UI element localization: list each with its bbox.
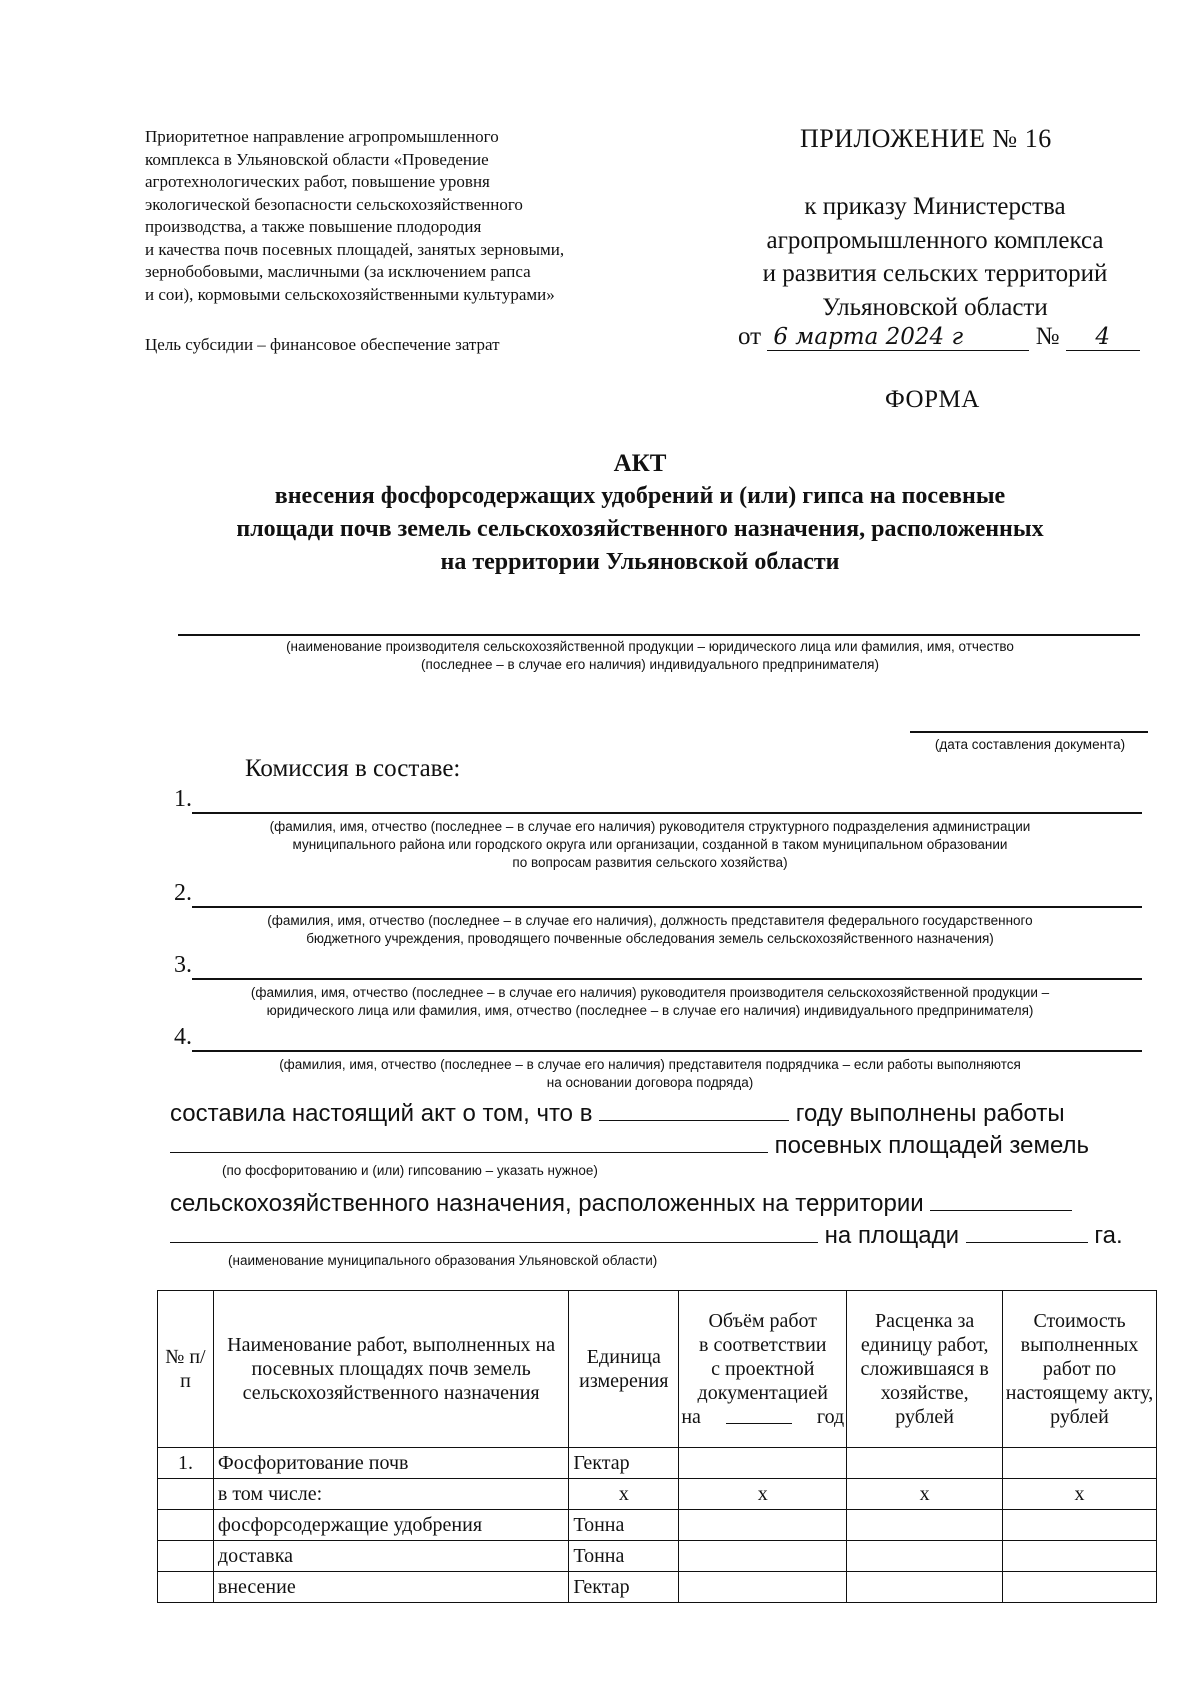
producer-hint-line: (последнее – в случае его наличия) индивидуального предпринимателя): [421, 657, 879, 672]
member-hint-line: муниципального района или городского округа или организации, созданной в таком муниципальном образовании: [292, 837, 1008, 852]
statement-text: на площади: [824, 1222, 960, 1249]
priority-line: производства, а также повышение плодородия: [145, 217, 482, 236]
priority-line: и качества почв посевных площадей, занятых зерновыми,: [145, 239, 565, 259]
table-header-row: [158, 1291, 1157, 1448]
order-number-label: №: [1035, 323, 1060, 350]
order-line: агропромышленного комплекса: [766, 226, 1104, 254]
member-hint-line: бюджетного учреждения, проводящего почвенные обследования земель сельскохозяйственного назначения): [306, 931, 994, 946]
order-date: [738, 323, 1140, 351]
cell-rate[interactable]: [847, 1448, 1003, 1479]
header-volume-line: в соответствии: [699, 1334, 827, 1356]
producer-hint: [150, 638, 1150, 674]
header-num: № п/п: [158, 1291, 214, 1448]
priority-line: Приоритетное направление агропромышленного: [145, 127, 499, 146]
table-row: [158, 1541, 1157, 1572]
member-hint-line: (фамилия, имя, отчество (последнее – в случае его наличия) руководителя структурного подразделения администрации: [269, 819, 1031, 834]
member-hint-line: (фамилия, имя, отчество (последнее – в случае его наличия), должность представителя федерального государственного: [267, 913, 1033, 928]
order-reference: [715, 190, 1155, 324]
cell-name: внесение: [213, 1572, 568, 1603]
statement-text: посевных площадей земель: [774, 1132, 1090, 1159]
act-subtitle-line: площади почв земель сельскохозяйственного назначения, расположенных: [236, 516, 1044, 542]
cell-unit: Гектар: [569, 1572, 679, 1603]
table-row: [158, 1510, 1157, 1541]
order-line: и развития сельских территорий: [762, 260, 1108, 287]
area-unit: га.: [1094, 1222, 1123, 1249]
priority-line: зернобобовыми, масличными (за исключением рапса: [145, 262, 531, 281]
cell-unit: Тонна: [569, 1541, 679, 1572]
cell-name: в том числе:: [213, 1479, 568, 1510]
header-unit: Единица измерения: [569, 1291, 679, 1448]
member-2-blank-line[interactable]: [192, 906, 1142, 908]
cell-volume: х: [679, 1479, 847, 1510]
cell-num: 1.: [158, 1448, 214, 1479]
header-volume-line: Объём работ: [708, 1310, 818, 1332]
member-hint-line: (фамилия, имя, отчество (последнее – в случае его наличия) представителя подрядчика – если работы выполняются: [279, 1057, 1021, 1072]
appendix-title: ПРИЛОЖЕНИЕ № 16: [800, 124, 1052, 153]
priority-line: агротехнологических работ, повышение уровня: [145, 172, 490, 191]
area-blank[interactable]: [966, 1220, 1088, 1243]
date-blank-line[interactable]: [910, 731, 1148, 733]
member-hint-line: (фамилия, имя, отчество (последнее – в случае его наличия) руководителя производителя сельскохозяйственной продукции –: [250, 985, 1050, 1000]
header-volume-line: с проектной: [711, 1358, 815, 1380]
cell-volume[interactable]: [679, 1510, 847, 1541]
header-cost: Стоимость выполненных работ по настоящему акту, рублей: [1003, 1291, 1157, 1448]
cell-cost[interactable]: [1003, 1572, 1157, 1603]
handwritten-date: 6 марта 2024 г: [767, 324, 1029, 351]
statement-line-4: [170, 1220, 1123, 1250]
cell-rate: х: [847, 1479, 1003, 1510]
form-label: ФОРМА: [885, 386, 980, 413]
act-subtitle-line: на территории Ульяновской области: [440, 549, 840, 575]
cell-num: [158, 1510, 214, 1541]
volume-na-label: на: [681, 1406, 701, 1428]
cell-cost: х: [1003, 1479, 1157, 1510]
document-title: [150, 447, 1130, 579]
territory-blank[interactable]: [930, 1188, 1072, 1211]
member-hint-line: юридического лица или фамилия, имя, отчество (последнее – в случае его наличия) индивидуального предпринимателя): [266, 1003, 1034, 1018]
act-subtitle-line: внесения фосфорсодержащих удобрений и (или) гипса на посевные: [274, 483, 1006, 509]
cell-rate[interactable]: [847, 1510, 1003, 1541]
order-line: Ульяновской области: [822, 293, 1048, 321]
cell-rate[interactable]: [847, 1572, 1003, 1603]
member-hint-line: на основании договора подряда): [546, 1075, 754, 1090]
cell-volume[interactable]: [679, 1572, 847, 1603]
year-blank[interactable]: [599, 1098, 789, 1121]
header-volume: [679, 1291, 847, 1448]
works-table: [157, 1290, 1157, 1603]
member-number: 4.: [174, 1024, 192, 1050]
cell-volume[interactable]: [679, 1541, 847, 1572]
table-row: [158, 1572, 1157, 1603]
cell-unit: Тонна: [569, 1510, 679, 1541]
table-row: [158, 1448, 1157, 1479]
cell-num: [158, 1479, 214, 1510]
table-row: [158, 1479, 1157, 1510]
cell-volume[interactable]: [679, 1448, 847, 1479]
cell-name: Фосфоритование почв: [213, 1448, 568, 1479]
cell-name: доставка: [213, 1541, 568, 1572]
member-number: 1.: [174, 786, 192, 812]
header-name: Наименование работ, выполненных на посевных площадях почв земель сельскохозяйственного назначения: [213, 1291, 568, 1448]
volume-year-blank[interactable]: [726, 1405, 792, 1424]
header-volume-year: [681, 1405, 844, 1429]
header-volume-line: документацией: [697, 1382, 828, 1404]
member-4-hint: [150, 1056, 1150, 1092]
producer-hint-line: (наименование производителя сельскохозяйственной продукции – юридического лица или фамилия, имя, отчество: [286, 639, 1014, 654]
order-date-prefix: от: [738, 323, 762, 350]
producer-blank-line[interactable]: [178, 634, 1140, 636]
priority-direction: [145, 126, 665, 306]
member-1-blank-line[interactable]: [192, 812, 1142, 814]
statement-text: сельскохозяйственного назначения, расположенных на территории: [170, 1190, 924, 1217]
statement-line-1: [170, 1098, 1065, 1128]
cell-name: фосфорсодержащие удобрения: [213, 1510, 568, 1541]
cell-cost[interactable]: [1003, 1448, 1157, 1479]
priority-line: комплекса в Ульяновской области «Проведение: [145, 149, 489, 169]
statement-text: составила настоящий акт о том, что в: [170, 1100, 593, 1127]
cell-unit: х: [569, 1479, 679, 1510]
work-type-blank[interactable]: [170, 1130, 768, 1153]
municipality-hint: (наименование муниципального образования Ульяновской области): [228, 1253, 658, 1268]
cell-cost[interactable]: [1003, 1510, 1157, 1541]
member-2-hint: [150, 912, 1150, 948]
member-number: 3.: [174, 952, 192, 978]
member-hint-line: по вопросам развития сельского хозяйства): [512, 855, 788, 870]
priority-line: экологической безопасности сельскохозяйственного: [145, 194, 523, 214]
member-1-hint: [150, 818, 1150, 872]
work-type-hint: (по фосфоритованию и (или) гипсованию – указать нужное): [222, 1163, 598, 1178]
order-line: к приказу Министерства: [804, 193, 1066, 220]
cell-num: [158, 1572, 214, 1603]
priority-line: и сои), кормовыми сельскохозяйственными культурами»: [145, 284, 555, 304]
statement-text: году выполнены работы: [795, 1100, 1065, 1127]
member-4-blank-line[interactable]: [192, 1050, 1142, 1052]
cell-unit: Гектар: [569, 1448, 679, 1479]
member-number: 2.: [174, 880, 192, 906]
cell-rate[interactable]: [847, 1541, 1003, 1572]
subsidy-purpose: Цель субсидии – финансовое обеспечение затрат: [145, 335, 500, 354]
cell-cost[interactable]: [1003, 1541, 1157, 1572]
handwritten-number: 4: [1066, 324, 1140, 351]
volume-year-label: год: [816, 1406, 845, 1428]
member-3-blank-line[interactable]: [192, 978, 1142, 980]
member-3-hint: [150, 984, 1150, 1020]
date-hint: (дата составления документа): [934, 737, 1126, 752]
statement-line-3: [170, 1188, 1072, 1218]
statement-line-2: [170, 1130, 1089, 1160]
municipality-blank[interactable]: [170, 1220, 818, 1243]
cell-num: [158, 1541, 214, 1572]
act-title: АКТ: [613, 450, 667, 477]
header-rate: Расценка за единицу работ, сложившаяся в хозяйстве, рублей: [847, 1291, 1003, 1448]
commission-label: Комиссия в составе:: [245, 755, 461, 782]
